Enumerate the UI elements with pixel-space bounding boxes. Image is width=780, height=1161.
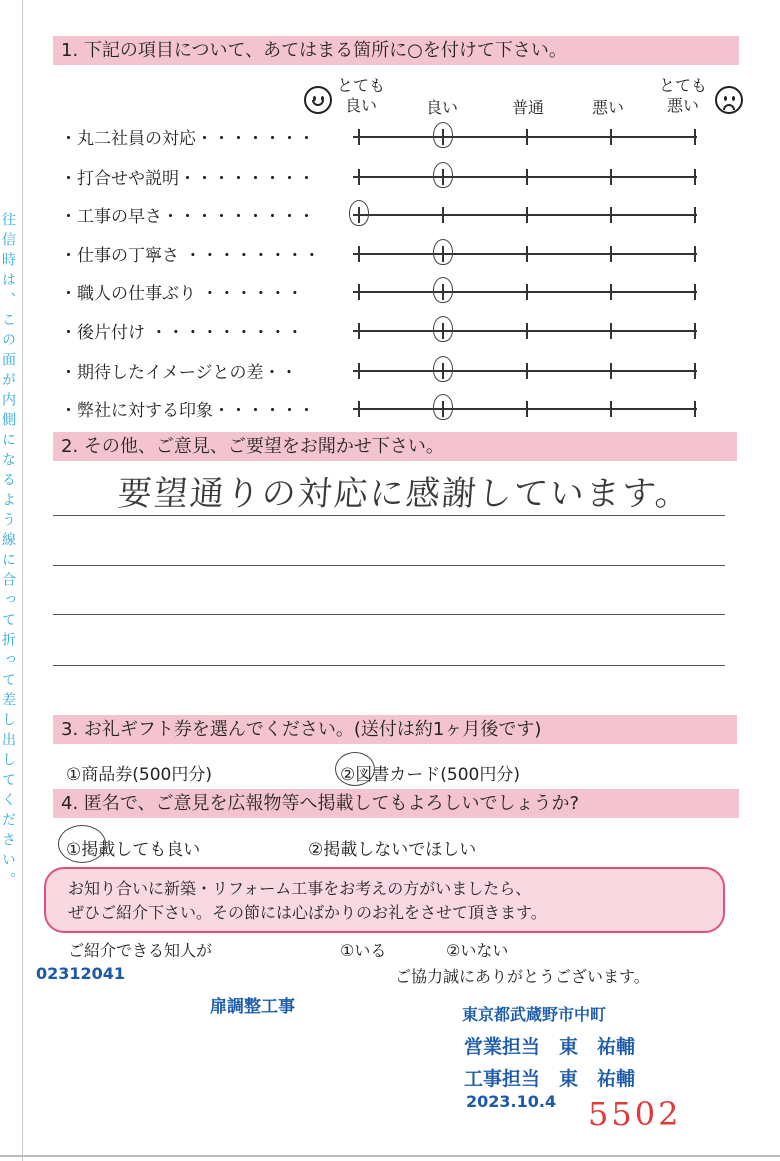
rating-tick[interactable] (694, 246, 696, 262)
selected-gift-circle (335, 752, 375, 786)
survey-date: 2023.10.4 (466, 1092, 557, 1111)
comment-line-2 (53, 565, 725, 566)
rating-tick[interactable] (526, 401, 528, 417)
frowning-face-icon (715, 86, 743, 114)
customer-address: 東京都武蔵野市中町 (462, 1005, 607, 1024)
rating-tick[interactable] (358, 284, 360, 300)
rating-tick[interactable] (358, 323, 360, 339)
referral-line-2: ぜひご紹介下さい。その節には心ばかりのお礼をさせて頂きます。 (68, 903, 547, 922)
rating-tick[interactable] (526, 323, 528, 339)
rating-item-label: ・弊社に対する印象・・・・・・ (60, 401, 315, 421)
rating-tick[interactable] (610, 363, 612, 379)
construction-representative: 工事担当 東 祐輔 (464, 1068, 636, 1090)
rating-tick[interactable] (694, 323, 696, 339)
rating-tick[interactable] (610, 284, 612, 300)
rating-tick[interactable] (358, 401, 360, 417)
selected-rating-circle (349, 200, 369, 226)
referral-option-yes[interactable]: ①いる (340, 941, 387, 960)
rating-scale-line (353, 291, 697, 293)
scale-very-bad-label: とても 悪い (658, 76, 707, 115)
thank-you-message: ご協力誠にありがとうございます。 (395, 967, 650, 986)
rating-item-label: ・打合せや説明・・・・・・・・ (60, 169, 315, 189)
section-2-title: 2. その他、ご意見、ご要望をお聞かせ下さい。 (53, 432, 737, 461)
rating-tick[interactable] (694, 207, 696, 223)
handwritten-number: 5502 (588, 1095, 682, 1133)
rating-tick[interactable] (610, 246, 612, 262)
rating-tick[interactable] (610, 207, 612, 223)
handwritten-comment: 要望通りの対応に感謝しています。 (116, 474, 693, 514)
scale-bad-label: 悪い (591, 98, 624, 117)
section-3-title: 3. お礼ギフト券を選んでください。(送付は約1ヶ月後です) (53, 715, 737, 744)
rating-scale-line (353, 136, 697, 138)
rating-tick[interactable] (610, 129, 612, 145)
rating-scale-line (353, 176, 697, 178)
rating-tick[interactable] (526, 246, 528, 262)
rating-tick[interactable] (526, 129, 528, 145)
rating-item-label: ・工事の早さ・・・・・・・・・ (60, 207, 315, 227)
rating-tick[interactable] (358, 129, 360, 145)
rating-tick[interactable] (358, 169, 360, 185)
scale-good-label: 良い (425, 98, 458, 117)
record-id: 02312041 (36, 964, 126, 983)
selected-rating-circle (433, 277, 453, 303)
scale-normal-label: 普通 (511, 98, 544, 117)
fold-instruction-note: 往信時は、この面が内側になるよう線に合って折って差し出してください。 (0, 212, 16, 892)
rating-tick[interactable] (694, 129, 696, 145)
publish-option-no[interactable]: ②掲載しないでほしい (308, 840, 477, 860)
rating-tick[interactable] (358, 246, 360, 262)
rating-item-label: ・後片付け ・・・・・・・・・ (60, 323, 304, 343)
selected-rating-circle (433, 316, 453, 342)
rating-tick[interactable] (526, 284, 528, 300)
gift-option-book-card[interactable]: ②図書カード(500円分) (340, 765, 520, 785)
rating-scale-line (353, 253, 697, 255)
rating-tick[interactable] (694, 401, 696, 417)
scale-very-good-label: とても 良い (336, 76, 385, 115)
smiley-face-icon (304, 86, 332, 114)
rating-item-label: ・丸二社員の対応・・・・・・・ (60, 129, 315, 149)
rating-tick[interactable] (694, 363, 696, 379)
work-type: 扉調整工事 (210, 997, 295, 1017)
comment-line-1 (53, 515, 725, 516)
selected-rating-circle (433, 162, 453, 188)
rating-scale-line (353, 330, 697, 332)
rating-tick[interactable] (610, 169, 612, 185)
page-edge (22, 0, 23, 1161)
referral-line-1: お知り合いに新築・リフォーム工事をお考えの方がいましたら、 (68, 879, 532, 898)
selected-rating-circle (433, 122, 453, 148)
rating-tick[interactable] (526, 169, 528, 185)
rating-item-label: ・仕事の丁寧さ ・・・・・・・・ (60, 246, 321, 266)
section-1-title: 1. 下記の項目について、あてはまる箇所に○を付けて下さい。 (53, 36, 739, 65)
rating-tick[interactable] (526, 207, 528, 223)
comment-line-4 (53, 665, 725, 666)
referral-question: ご紹介できる知人が (68, 941, 213, 960)
selected-rating-circle (433, 356, 453, 382)
rating-tick[interactable] (694, 169, 696, 185)
rating-tick[interactable] (526, 363, 528, 379)
rating-tick[interactable] (610, 401, 612, 417)
referral-option-no[interactable]: ②いない (446, 941, 509, 960)
selected-rating-circle (433, 394, 453, 420)
rating-scale-line (353, 370, 697, 372)
gift-option-voucher[interactable]: ①商品券(500円分) (66, 765, 212, 785)
rating-item-label: ・期待したイメージとの差・・ (60, 363, 298, 383)
rating-tick[interactable] (694, 284, 696, 300)
rating-tick[interactable] (358, 363, 360, 379)
section-4-title: 4. 匿名で、ご意見を広報物等へ掲載してもよろしいでしょうか? (53, 789, 739, 818)
selected-publish-circle (58, 825, 106, 863)
sales-representative: 営業担当 東 祐輔 (464, 1036, 636, 1058)
comment-line-3 (53, 614, 725, 615)
page-bottom-edge (0, 1155, 780, 1157)
rating-item-label: ・職人の仕事ぶり ・・・・・・ (60, 284, 304, 304)
referral-notice-box (44, 867, 725, 933)
publish-option-ok[interactable]: ①掲載しても良い (66, 840, 201, 860)
selected-rating-circle (433, 239, 453, 265)
rating-scale-line (353, 214, 697, 216)
rating-tick[interactable] (610, 323, 612, 339)
rating-scale-line (353, 408, 697, 410)
rating-tick[interactable] (442, 207, 444, 223)
